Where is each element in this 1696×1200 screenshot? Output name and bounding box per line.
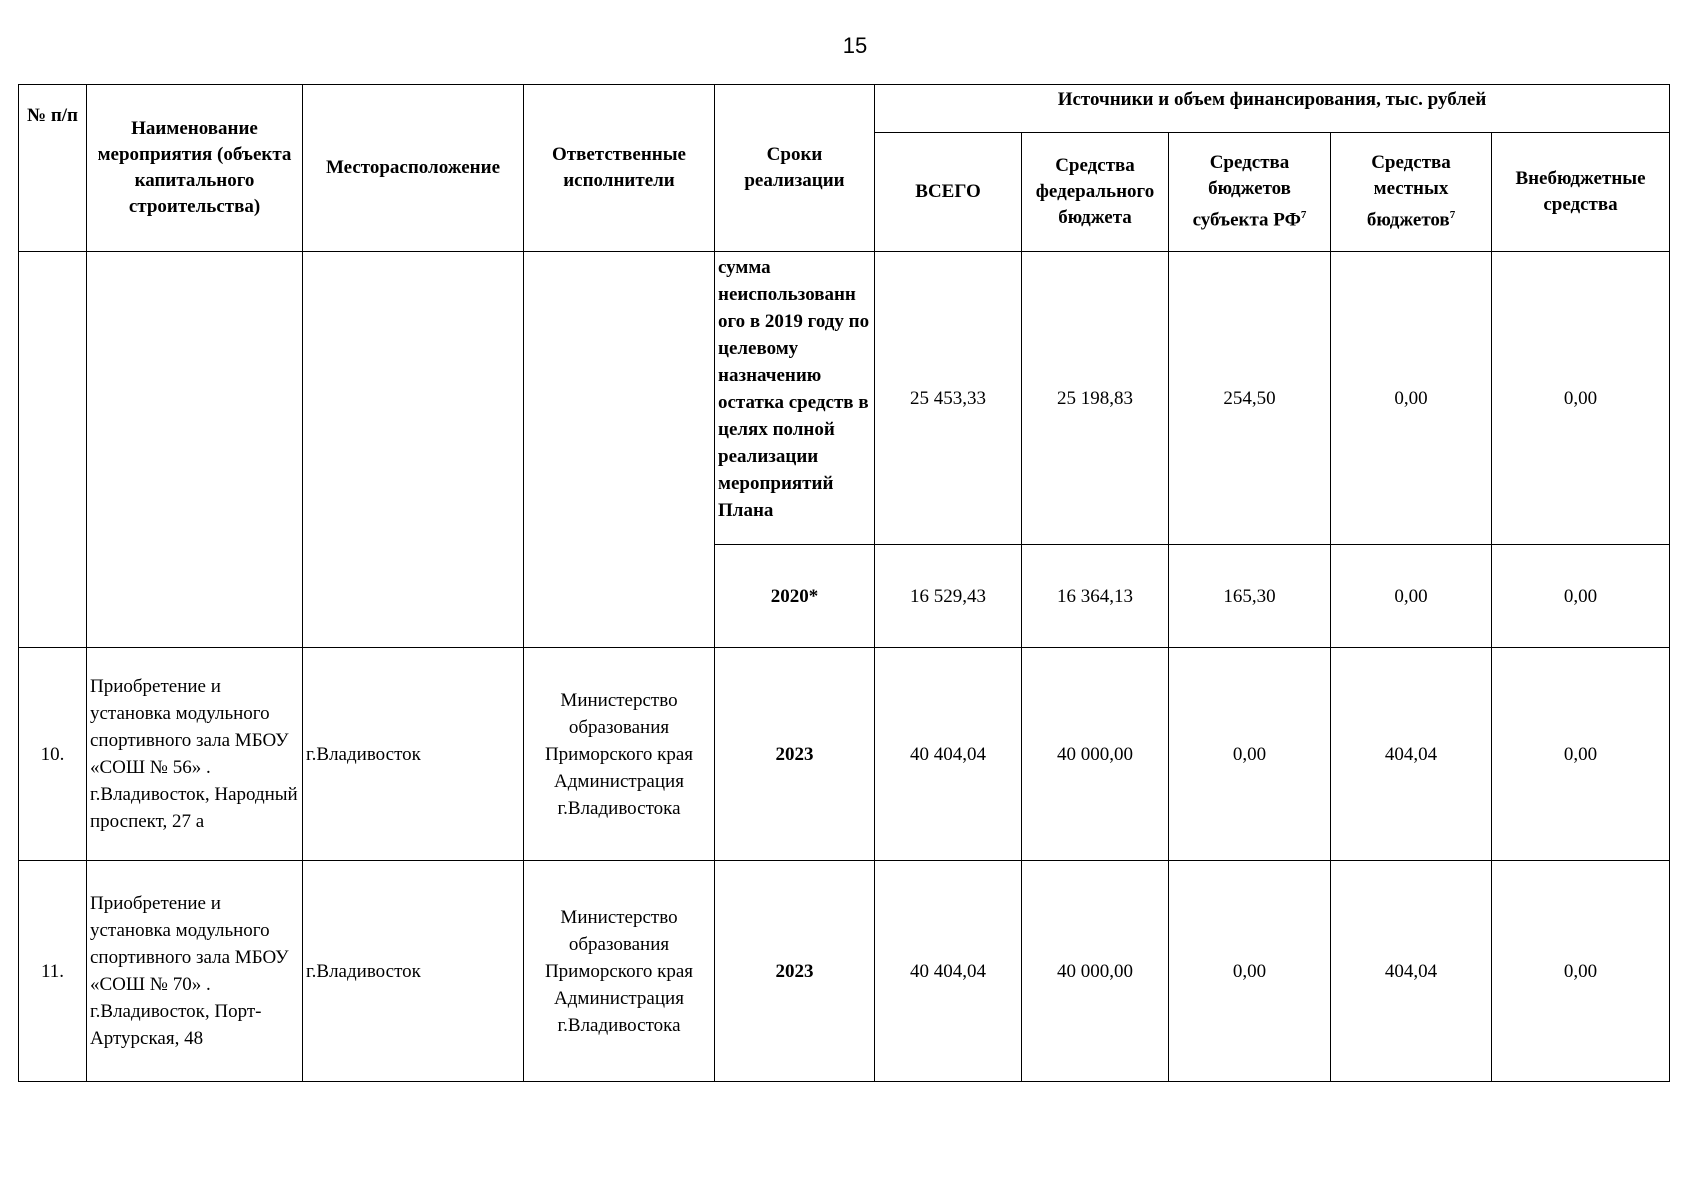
cell-num-empty bbox=[19, 252, 87, 648]
cell-location: г.Владивосток bbox=[303, 648, 524, 861]
cell-subject: 0,00 bbox=[1169, 648, 1331, 861]
cell-subject: 254,50 bbox=[1169, 252, 1331, 545]
cell-terms: сумма неиспользованн ого в 2019 году по целевому назначению остатка средств в целях полной реализации мероприятий Плана bbox=[715, 252, 875, 545]
cell-total: 25 453,33 bbox=[875, 252, 1022, 545]
cell-extrabudget: 0,00 bbox=[1492, 648, 1670, 861]
cell-terms: 2020* bbox=[715, 545, 875, 648]
cell-executors: Министерство образования Приморского края Администрация г.Владивостока bbox=[524, 861, 715, 1082]
cell-federal: 40 000,00 bbox=[1022, 861, 1169, 1082]
cell-executors: Министерство образования Приморского края Администрация г.Владивостока bbox=[524, 648, 715, 861]
cell-name: Приобретение и установка модульного спортивного зала МБОУ «СОШ № 56» . г.Владивосток, Народный проспект, 27 а bbox=[87, 648, 303, 861]
header-name: Наименование мероприятия (объекта капитального строительства) bbox=[87, 85, 303, 252]
cell-name: Приобретение и установка модульного спортивного зала МБОУ «СОШ № 70» . г.Владивосток, Порт-Артурская, 48 bbox=[87, 861, 303, 1082]
cell-federal: 16 364,13 bbox=[1022, 545, 1169, 648]
cell-terms: 2023 bbox=[715, 648, 875, 861]
table-row bbox=[19, 252, 1670, 545]
header-total: ВСЕГО bbox=[875, 133, 1022, 252]
header-executors: Ответственные исполнители bbox=[524, 85, 715, 252]
header-subject-label: Средства бюджетов субъекта РФ bbox=[1192, 152, 1301, 231]
header-subject-footnote: 7 bbox=[1300, 209, 1307, 222]
header-extrabudget: Внебюджетные средства bbox=[1492, 133, 1670, 252]
cell-name-empty bbox=[87, 252, 303, 648]
cell-local: 404,04 bbox=[1331, 648, 1492, 861]
cell-location: г.Владивосток bbox=[303, 861, 524, 1082]
cell-total: 16 529,43 bbox=[875, 545, 1022, 648]
header-terms: Сроки реализации bbox=[715, 85, 875, 252]
cell-local: 0,00 bbox=[1331, 545, 1492, 648]
header-subject bbox=[1169, 133, 1331, 252]
cell-extrabudget: 0,00 bbox=[1492, 252, 1670, 545]
cell-num: 11. bbox=[19, 861, 87, 1082]
financing-table bbox=[18, 84, 1670, 1082]
table-row bbox=[19, 648, 1670, 861]
header-sources-group: Источники и объем финансирования, тыс. рублей bbox=[875, 85, 1670, 133]
table-row bbox=[19, 861, 1670, 1082]
cell-num: 10. bbox=[19, 648, 87, 861]
page-number: 15 bbox=[842, 33, 868, 58]
cell-location-empty bbox=[303, 252, 524, 648]
cell-federal: 40 000,00 bbox=[1022, 648, 1169, 861]
cell-local: 0,00 bbox=[1331, 252, 1492, 545]
header-num: № п/п bbox=[19, 85, 87, 252]
cell-subject: 165,30 bbox=[1169, 545, 1331, 648]
header-local bbox=[1331, 133, 1492, 252]
cell-federal: 25 198,83 bbox=[1022, 252, 1169, 545]
cell-executors-empty bbox=[524, 252, 715, 648]
cell-subject: 0,00 bbox=[1169, 861, 1331, 1082]
cell-local: 404,04 bbox=[1331, 861, 1492, 1082]
cell-extrabudget: 0,00 bbox=[1492, 861, 1670, 1082]
header-federal: Средства федерального бюджета bbox=[1022, 133, 1169, 252]
header-local-label: Средства местных бюджетов bbox=[1366, 152, 1451, 231]
cell-total: 40 404,04 bbox=[875, 648, 1022, 861]
header-local-footnote: 7 bbox=[1449, 209, 1456, 222]
cell-extrabudget: 0,00 bbox=[1492, 545, 1670, 648]
cell-terms: 2023 bbox=[715, 861, 875, 1082]
cell-total: 40 404,04 bbox=[875, 861, 1022, 1082]
header-location: Месторасположение bbox=[303, 85, 524, 252]
